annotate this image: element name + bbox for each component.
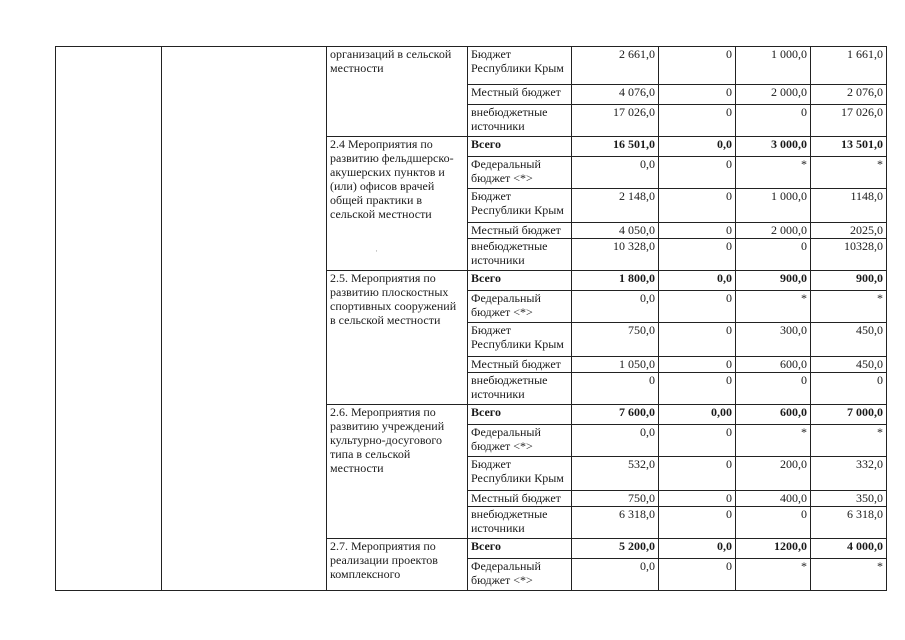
empty-column-cell — [56, 47, 162, 591]
amount-cell: * — [736, 157, 811, 189]
amount-cell: * — [811, 425, 887, 457]
amount-cell: 0 — [659, 559, 736, 591]
funding-source: Бюджет Республики Крым — [468, 47, 572, 85]
amount-cell: 0,0 — [659, 271, 736, 291]
amount-cell: 0 — [659, 239, 736, 271]
amount-cell: 2025,0 — [811, 223, 887, 239]
funding-source: Федеральный бюджет <*> — [468, 291, 572, 323]
amount-cell: 0 — [659, 491, 736, 507]
amount-cell: 1 800,0 — [572, 271, 659, 291]
amount-cell: 1 000,0 — [736, 189, 811, 223]
funding-source: внебюджетные источники — [468, 507, 572, 539]
amount-cell: 200,0 — [736, 457, 811, 491]
amount-cell: 0 — [659, 291, 736, 323]
amount-cell: 532,0 — [572, 457, 659, 491]
funding-source: Бюджет Республики Крым — [468, 457, 572, 491]
funding-source: Местный бюджет — [468, 85, 572, 105]
amount-cell: 0 — [659, 357, 736, 373]
amount-cell: 2 148,0 — [572, 189, 659, 223]
amount-cell: 900,0 — [736, 271, 811, 291]
amount-cell: 1 050,0 — [572, 357, 659, 373]
amount-cell: 10 328,0 — [572, 239, 659, 271]
amount-cell: 0 — [572, 373, 659, 405]
amount-cell: 750,0 — [572, 491, 659, 507]
activity-description: 2.6. Мероприятия по развитию учреждений культурно-досугового типа в сельской местности — [327, 405, 468, 539]
amount-cell: 4 050,0 — [572, 223, 659, 239]
amount-cell: 0 — [659, 457, 736, 491]
amount-cell: 0 — [659, 425, 736, 457]
amount-cell: 0 — [736, 507, 811, 539]
amount-cell: 0 — [659, 507, 736, 539]
funding-source: Федеральный бюджет <*> — [468, 157, 572, 189]
amount-cell: * — [811, 291, 887, 323]
funding-source: внебюджетные источники — [468, 373, 572, 405]
amount-cell: 600,0 — [736, 357, 811, 373]
amount-cell: 1148,0 — [811, 189, 887, 223]
amount-cell: 750,0 — [572, 323, 659, 357]
funding-source: Всего — [468, 137, 572, 157]
amount-cell: 0 — [811, 373, 887, 405]
amount-cell: 0,00 — [659, 405, 736, 425]
amount-cell: 0 — [659, 223, 736, 239]
amount-cell: 300,0 — [736, 323, 811, 357]
funding-source: Всего — [468, 539, 572, 559]
amount-cell: 10328,0 — [811, 239, 887, 271]
amount-cell: 1 000,0 — [736, 47, 811, 85]
amount-cell: 600,0 — [736, 405, 811, 425]
funding-source: Бюджет Республики Крым — [468, 323, 572, 357]
amount-cell: 2 661,0 — [572, 47, 659, 85]
amount-cell: 450,0 — [811, 357, 887, 373]
funding-source: Федеральный бюджет <*> — [468, 425, 572, 457]
amount-cell: 400,0 — [736, 491, 811, 507]
amount-cell: 450,0 — [811, 323, 887, 357]
amount-cell: 0 — [659, 323, 736, 357]
amount-cell: * — [736, 425, 811, 457]
funding-source: Всего — [468, 271, 572, 291]
budget-table — [55, 46, 887, 591]
amount-cell: 2 000,0 — [736, 223, 811, 239]
amount-cell: 13 501,0 — [811, 137, 887, 157]
amount-cell: 17 026,0 — [572, 105, 659, 137]
activity-description: 2.4 Мероприятия по развитию фельдшерско-акушерских пунктов и (или) офисов врачей общей практики в сельской местности — [327, 137, 468, 271]
amount-cell: 0 — [659, 85, 736, 105]
amount-cell: 900,0 — [811, 271, 887, 291]
amount-cell: 4 000,0 — [811, 539, 887, 559]
funding-source: Федеральный бюджет <*> — [468, 559, 572, 591]
amount-cell: 0,0 — [659, 539, 736, 559]
funding-source: внебюджетные источники — [468, 239, 572, 271]
funding-source: внебюджетные источники — [468, 105, 572, 137]
amount-cell: 1 661,0 — [811, 47, 887, 85]
amount-cell: 0,0 — [659, 137, 736, 157]
amount-cell: 0 — [736, 105, 811, 137]
amount-cell: 0 — [736, 373, 811, 405]
amount-cell: 3 000,0 — [736, 137, 811, 157]
amount-cell: 0 — [659, 105, 736, 137]
table-row — [56, 47, 887, 85]
activity-description: 2.5. Мероприятия по развитию плоскостных спортивных сооружений в сельской местности — [327, 271, 468, 405]
amount-cell: 7 600,0 — [572, 405, 659, 425]
funding-source: Местный бюджет — [468, 491, 572, 507]
amount-cell: 2 076,0 — [811, 85, 887, 105]
activity-description: организаций в сельской местности — [327, 47, 468, 137]
amount-cell: 332,0 — [811, 457, 887, 491]
amount-cell: 0 — [659, 157, 736, 189]
amount-cell: 0 — [659, 373, 736, 405]
amount-cell: 7 000,0 — [811, 405, 887, 425]
amount-cell: 0,0 — [572, 157, 659, 189]
amount-cell: 4 076,0 — [572, 85, 659, 105]
scan-speck: · — [375, 246, 378, 256]
amount-cell: * — [736, 291, 811, 323]
activity-description: 2.7. Мероприятия по реализации проектов комплексного — [327, 539, 468, 591]
amount-cell: 350,0 — [811, 491, 887, 507]
funding-source: Бюджет Республики Крым — [468, 189, 572, 223]
amount-cell: 2 000,0 — [736, 85, 811, 105]
amount-cell: 0,0 — [572, 291, 659, 323]
amount-cell: 6 318,0 — [572, 507, 659, 539]
amount-cell: 6 318,0 — [811, 507, 887, 539]
funding-source: Местный бюджет — [468, 357, 572, 373]
empty-column-cell — [162, 47, 327, 591]
amount-cell: 5 200,0 — [572, 539, 659, 559]
amount-cell: 16 501,0 — [572, 137, 659, 157]
funding-source: Местный бюджет — [468, 223, 572, 239]
funding-source: Всего — [468, 405, 572, 425]
amount-cell: 0 — [736, 239, 811, 271]
amount-cell: 0 — [659, 189, 736, 223]
amount-cell: * — [736, 559, 811, 591]
amount-cell: * — [811, 157, 887, 189]
amount-cell: 17 026,0 — [811, 105, 887, 137]
amount-cell: 0,0 — [572, 425, 659, 457]
amount-cell: 1200,0 — [736, 539, 811, 559]
amount-cell: 0,0 — [572, 559, 659, 591]
amount-cell: * — [811, 559, 887, 591]
amount-cell: 0 — [659, 47, 736, 85]
